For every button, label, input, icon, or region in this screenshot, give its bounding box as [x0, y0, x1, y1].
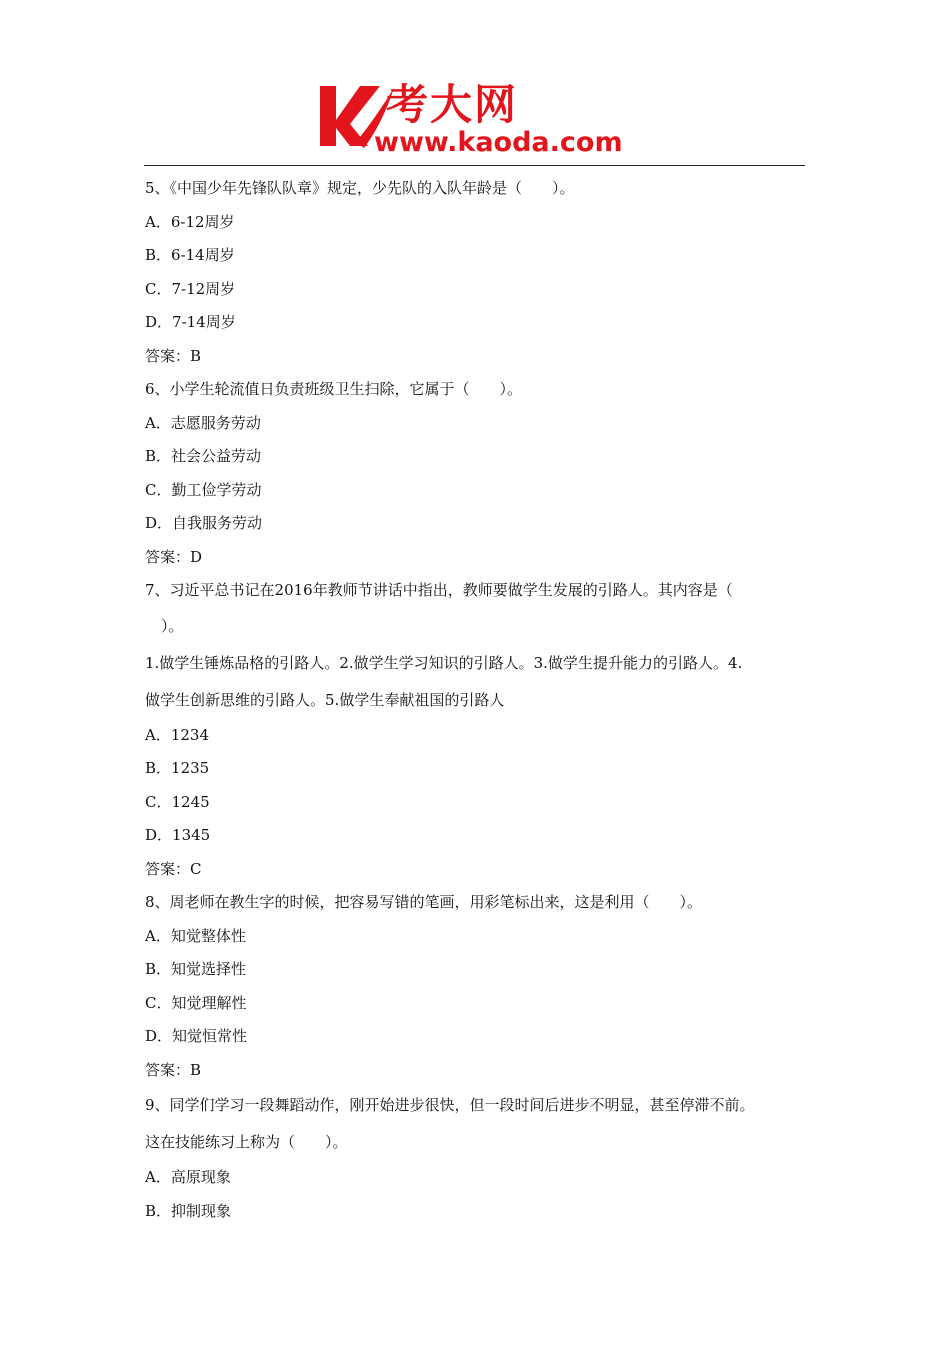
question-detail: 1.做学生锤炼品格的引路人。2.做学生学习知识的引路人。3.做学生提升能力的引路人。4.: [145, 653, 743, 672]
option-b: B．知觉选择性: [145, 960, 247, 978]
option-a: A．志愿服务劳动: [145, 413, 261, 432]
option-c: C．1245: [145, 792, 210, 811]
option-b: B．社会公益劳动: [145, 447, 262, 465]
option-d: D．1345: [145, 826, 211, 844]
question-stem: 8、周老师在教生字的时候，把容易写错的笔画，用彩笔标出来，这是利用（ ）。: [145, 893, 703, 911]
option-b: B．6-14周岁: [145, 246, 235, 264]
answer: 答案：C: [145, 859, 202, 878]
question-stem: 7、习近平总书记在2016年教师节讲话中指出，教师要做学生发展的引路人。其内容是（: [145, 581, 733, 599]
option-c: C．7-12周岁: [145, 279, 236, 298]
option-a: A．知觉整体性: [145, 926, 246, 945]
option-c: C．知觉理解性: [145, 993, 247, 1012]
question-stem-continued: ）。: [161, 616, 184, 635]
answer: 答案：B: [145, 346, 202, 365]
answer: 答案：B: [145, 1060, 202, 1079]
site-logo: [316, 80, 646, 160]
question-list: [145, 172, 807, 1228]
logo-chinese-text: 考大网: [386, 80, 519, 129]
question-stem: 5、《中国少年先锋队队章》规定，少先队的入队年龄是（ ）。: [145, 179, 575, 197]
option-a: A．6-12周岁: [145, 212, 235, 231]
question-detail-continued: 做学生创新思维的引路人。5.做学生奉献祖国的引路人: [145, 690, 505, 709]
option-a: A．1234: [145, 725, 210, 744]
option-b: B．抑制现象: [145, 1201, 232, 1220]
header-divider: [144, 165, 805, 166]
option-c: C．勤工俭学劳动: [145, 480, 262, 499]
logo-url-text: www.kaoda.com: [374, 127, 623, 158]
option-a: A．高原现象: [145, 1168, 231, 1186]
question-stem-continued: 这在技能练习上称为（ ）。: [145, 1133, 348, 1151]
option-b: B．1235: [145, 759, 210, 777]
question-stem: 9、同学们学习一段舞蹈动作，刚开始进步很快，但一段时间后进步不明显，甚至停滞不前。: [145, 1096, 755, 1114]
option-d: D．7-14周岁: [145, 313, 236, 331]
answer: 答案：D: [145, 547, 203, 566]
option-d: D．自我服务劳动: [145, 514, 263, 532]
option-d: D．知觉恒常性: [145, 1027, 248, 1045]
question-stem: 6、小学生轮流值日负责班级卫生扫除，它属于（ ）。: [145, 380, 523, 398]
